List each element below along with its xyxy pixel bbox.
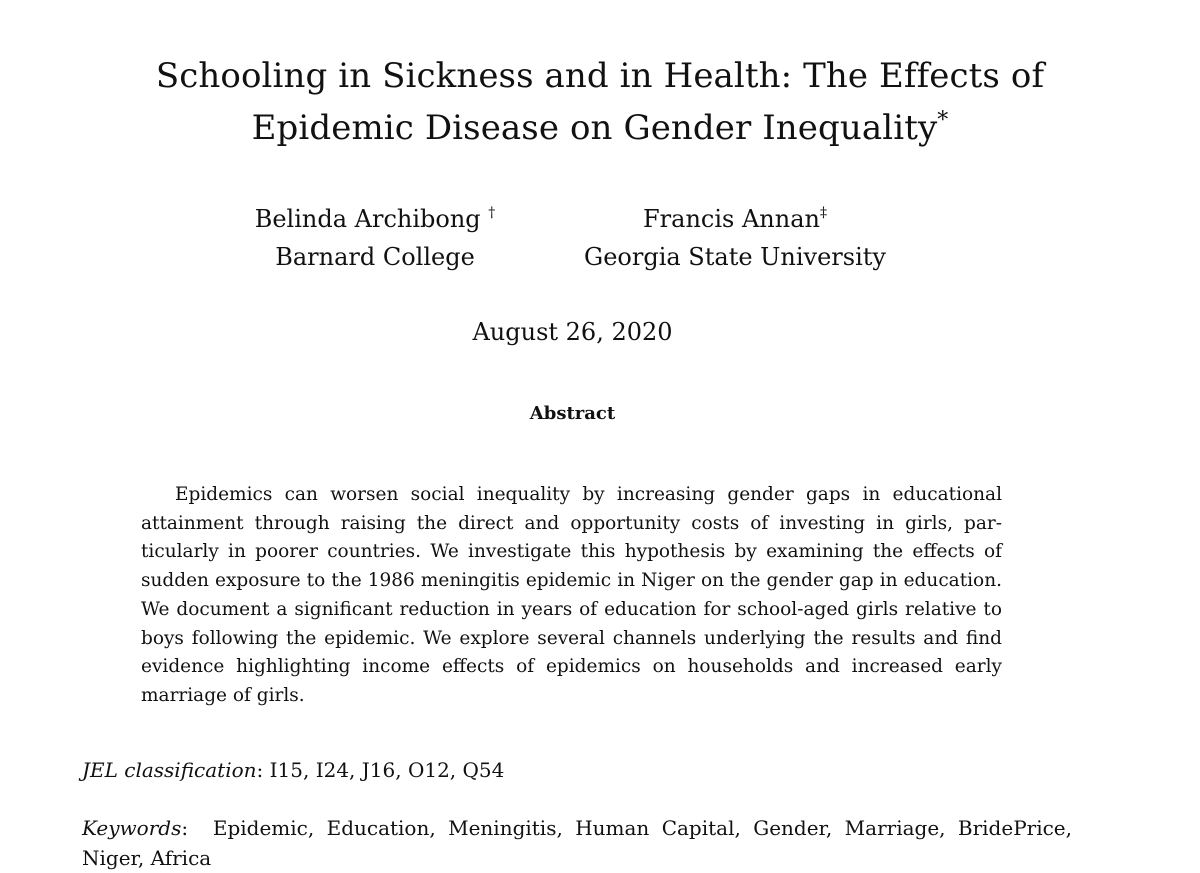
jel-label: JEL classification — [82, 758, 257, 782]
paper-date: August 26, 2020 — [472, 318, 673, 346]
abstract-heading: Abstract — [529, 403, 616, 424]
paper-title-line-1: Schooling in Sickness and in Health: The Effects of — [155, 56, 1045, 96]
keywords-list: Epidemic, Education, Meningitis, Human Capital, Gender, Marriage, BridePrice, Niger, Africa — [82, 816, 1072, 870]
title-footnote-mark: * — [937, 108, 949, 133]
jel-codes: I15, I24, J16, O12, Q54 — [269, 758, 505, 782]
author-name-text: Belinda Archibong — [254, 205, 481, 233]
author-affiliation: Barnard College — [275, 243, 475, 271]
author-affiliation: Georgia State University — [584, 243, 886, 271]
author-footnote-mark: † — [488, 205, 496, 221]
author-footnote-mark: ‡ — [819, 205, 827, 221]
author-name — [220, 200, 530, 238]
paper-title — [40, 50, 1160, 154]
author-block-archibong — [220, 200, 530, 276]
author-name-text: Francis Annan — [643, 205, 820, 233]
keywords-label: Keywords — [82, 816, 182, 840]
paper-title-line-2: Epidemic Disease on Gender Inequality — [251, 108, 938, 148]
keywords: Keywords: Epidemic, Education, Meningitis, Human Capital, Gender, Marriage, BridePrice, Niger, Africa — [82, 816, 1072, 870]
abstract-text: Epidemics can worsen social inequality by increasing gender gaps in educational attainment through raising the direct and opportunity costs of investing in girls, particularly in poorer countries. We investigate this hypothesis by examining the effects of sudden exposure to the 1986 meningitis epidemic in Niger on the gender gap in education. We document a significant reduction in years of education for school-aged girls relative to boys following the epidemic. We explore several channels underlying the results and find evidence highlighting income effects of epidemics on households and increased early marriage of girls. — [141, 484, 1002, 706]
jel-classification: JEL classification: I15, I24, J16, O12, Q54 — [82, 758, 505, 782]
author-name — [560, 200, 910, 238]
author-block-annan — [560, 200, 910, 276]
